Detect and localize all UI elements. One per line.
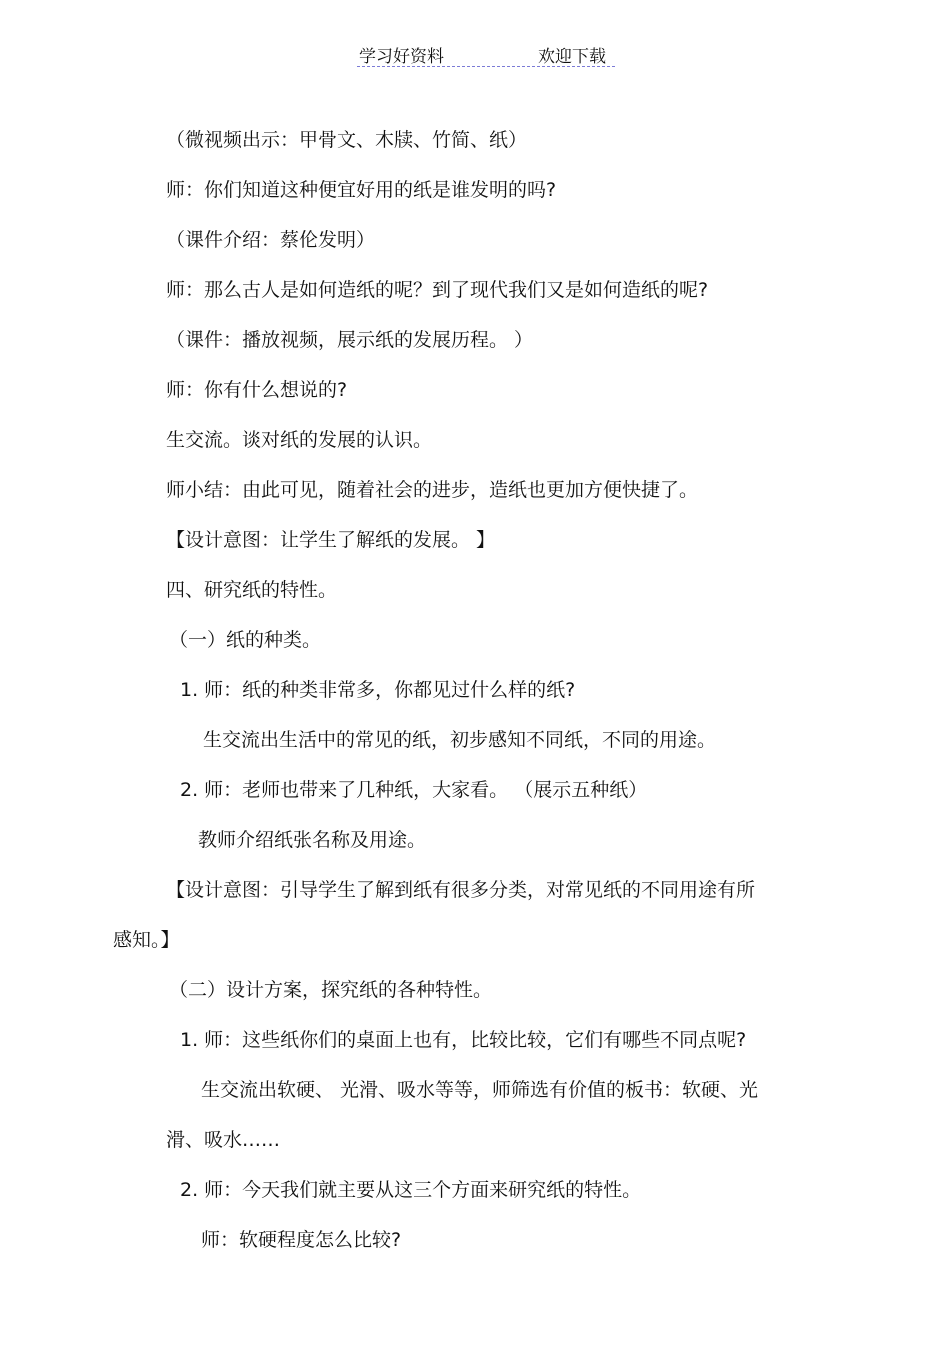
text-line: 生交流。谈对纸的发展的认识。 [166, 429, 433, 451]
text-line: 【设计意图：让学生了解纸的发展。 】 [166, 529, 496, 551]
section-heading: 四、研究纸的特性。 [166, 579, 338, 601]
text-line: 生交流出软硬、 光滑、吸水等等，师筛选有价值的板书：软硬、光 [201, 1079, 759, 1101]
text-line: （课件：播放视频，展示纸的发展历程。 ） [166, 329, 534, 351]
text-line: 生交流出生活中的常见的纸，初步感知不同纸，不同的用途。 [203, 729, 717, 751]
text-line: 1. 师：这些纸你们的桌面上也有，比较比较，它们有哪些不同点呢? [180, 1029, 747, 1051]
header-left-text: 学习好资料 [359, 47, 444, 67]
text-line: 滑、吸水…… [166, 1129, 281, 1151]
text-line: 师：你有什么想说的? [166, 379, 348, 401]
text-line: 1. 师：纸的种类非常多，你都见过什么样的纸? [180, 679, 576, 701]
text-line: 师：软硬程度怎么比较? [201, 1229, 402, 1251]
text-line: 师：那么古人是如何造纸的呢？到了现代我们又是如何造纸的呢? [166, 279, 709, 301]
text-line: （微视频出示：甲骨文、木牍、竹简、纸） [166, 129, 528, 151]
page-header [357, 40, 615, 67]
subsection-heading: （二）设计方案，探究纸的各种特性。 [169, 979, 493, 1001]
text-line: 2. 师：老师也带来了几种纸，大家看。 （展示五种纸） [180, 779, 648, 801]
subsection-heading: （一）纸的种类。 [169, 629, 322, 651]
text-line: （课件介绍：蔡伦发明） [166, 229, 376, 251]
text-line: 教师介绍纸张名称及用途。 [198, 829, 427, 851]
text-line: 师小结：由此可见，随着社会的进步，造纸也更加方便快捷了。 [166, 479, 699, 501]
text-line: 感知。】 [113, 929, 180, 951]
header-right-text: 欢迎下载 [538, 47, 606, 67]
text-line: 2. 师：今天我们就主要从这三个方面来研究纸的特性。 [180, 1179, 642, 1201]
text-line: 师：你们知道这种便宜好用的纸是谁发明的吗? [166, 179, 557, 201]
text-line: 【设计意图：引导学生了解到纸有很多分类，对常见纸的不同用途有所 [166, 879, 756, 901]
